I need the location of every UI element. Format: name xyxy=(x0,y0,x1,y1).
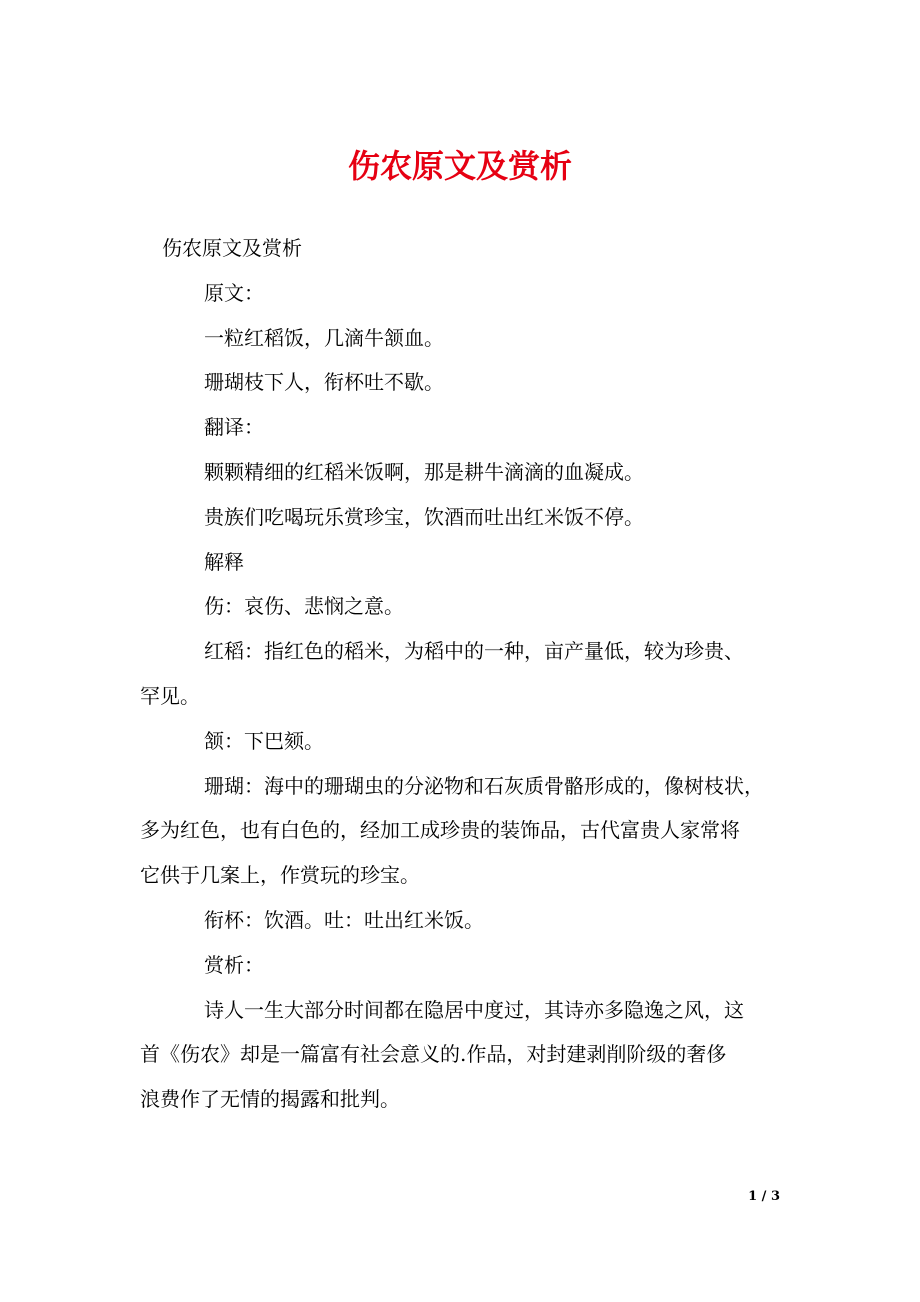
paragraph-note-han: 颔：下巴颏。 xyxy=(204,728,324,753)
paragraph-appreciation-2: 首《伤农》却是一篇富有社会意义的.作品，对封建剥削阶级的奢侈 xyxy=(140,1042,727,1067)
paragraph-original-heading: 原文： xyxy=(204,280,264,305)
paragraph-note-shang: 伤：哀伤、悲悯之意。 xyxy=(204,594,404,619)
page-number: 1 / 3 xyxy=(748,1189,780,1204)
paragraph-translation-line-2: 贵族们吃喝玩乐赏珍宝，饮酒而吐出红米饭不停。 xyxy=(204,504,644,529)
paragraph-notes-heading: 解释 xyxy=(204,549,244,574)
document-body xyxy=(140,226,790,1122)
paragraph-poem-line-2: 珊瑚枝下人，衔杯吐不歇。 xyxy=(204,370,444,395)
paragraph-note-shanhu-3: 它供于几案上，作赏玩的珍宝。 xyxy=(140,863,420,888)
paragraph-note-xianbei: 衔杯：饮酒。吐：吐出红米饭。 xyxy=(204,907,484,932)
paragraph-poem-line-1: 一粒红稻饭，几滴牛颔血。 xyxy=(204,325,444,350)
paragraph-appreciation-1: 诗人一生大部分时间都在隐居中度过，其诗亦多隐逸之风，这 xyxy=(204,997,744,1022)
paragraph-translation-heading: 翻译： xyxy=(204,415,264,440)
paragraph-note-hongdao-2: 罕见。 xyxy=(140,683,200,708)
paragraph-translation-line-1: 颗颗精细的红稻米饭啊，那是耕牛滴滴的血凝成。 xyxy=(204,459,644,484)
paragraph-note-shanhu-2: 多为红色，也有白色的，经加工成珍贵的装饰品，古代富贵人家常将 xyxy=(140,818,740,843)
paragraph-note-shanhu-1: 珊瑚：海中的珊瑚虫的分泌物和石灰质骨骼形成的，像树枝状， xyxy=(204,773,764,798)
paragraph-note-hongdao-1: 红稻：指红色的稻米，为稻中的一种，亩产量低，较为珍贵、 xyxy=(204,639,744,664)
document-subtitle: 伤农原文及赏析 xyxy=(162,236,302,260)
paragraph-appreciation-3: 浪费作了无情的揭露和批判。 xyxy=(140,1087,400,1112)
paragraph-appreciation-heading: 赏析： xyxy=(204,952,264,977)
document-title: 伤农原文及赏析 xyxy=(347,147,572,185)
